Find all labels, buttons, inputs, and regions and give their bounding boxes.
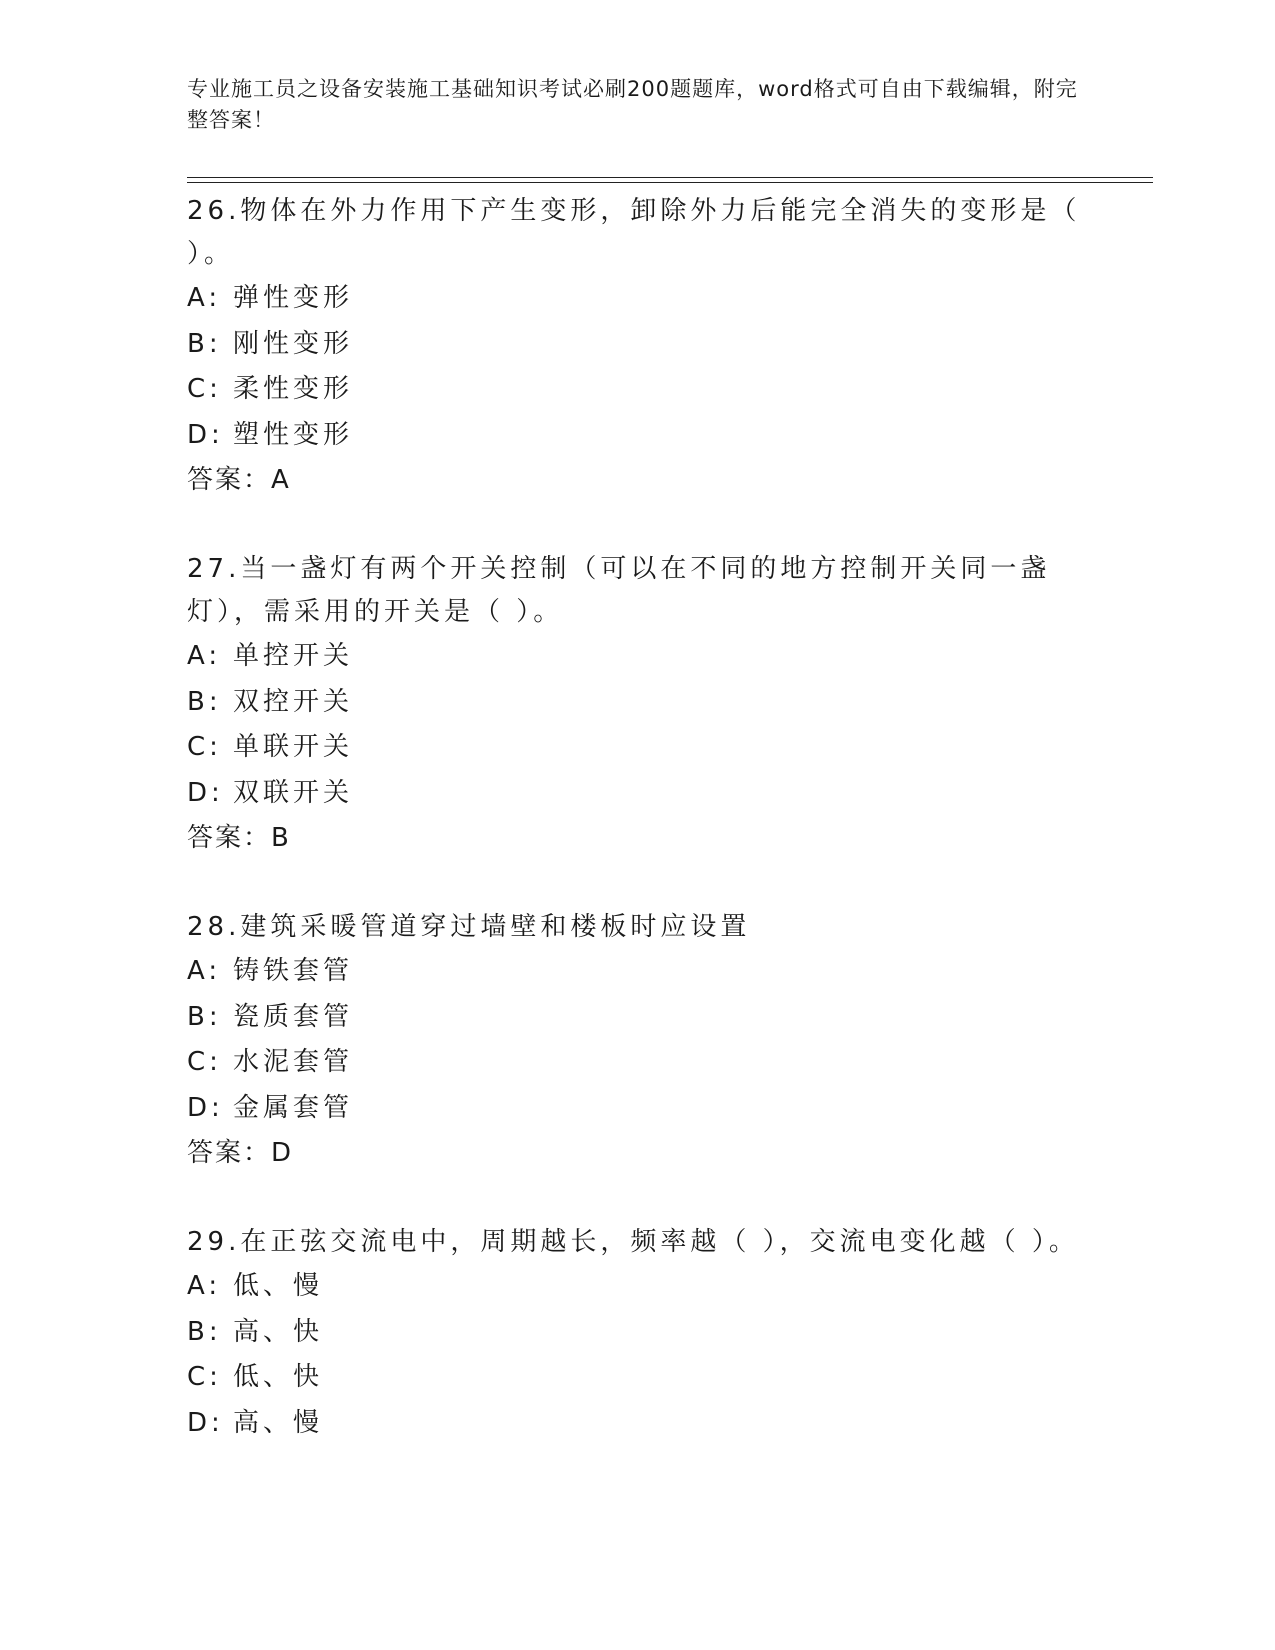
option-text: 高、慢 bbox=[233, 1407, 324, 1438]
option-text: 金属套管 bbox=[233, 1092, 354, 1123]
option-key: A: bbox=[187, 956, 222, 986]
option-a bbox=[187, 1264, 1087, 1310]
option-text: 低、快 bbox=[233, 1362, 324, 1392]
option-a bbox=[187, 634, 1087, 680]
question-stem: 28.建筑采暖管道穿过墙壁和楼板时应设置 bbox=[187, 912, 751, 942]
question-28 bbox=[187, 906, 1087, 1176]
option-text: 瓷质套管 bbox=[233, 1001, 354, 1032]
option-c bbox=[187, 1040, 1087, 1086]
option-b bbox=[187, 1310, 1087, 1356]
option-text: 低、慢 bbox=[233, 1271, 324, 1301]
question-stem: 27.当一盏灯有两个开关控制（可以在不同的地方控制开关同一盏灯），需采用的开关是（ ）。 bbox=[187, 554, 1051, 627]
option-key: B: bbox=[187, 328, 222, 359]
option-d bbox=[187, 413, 1087, 459]
option-text: 柔性变形 bbox=[233, 374, 354, 404]
option-key: C: bbox=[187, 1047, 222, 1077]
option-key: B: bbox=[187, 686, 222, 717]
option-text: 塑性变形 bbox=[233, 419, 354, 450]
option-key: A: bbox=[187, 641, 222, 671]
option-text: 双联开关 bbox=[233, 777, 354, 808]
option-key: C: bbox=[187, 374, 222, 404]
question-stem: 26.物体在外力作用下产生变形，卸除外力后能完全消失的变形是（ ）。 bbox=[187, 196, 1081, 269]
option-text: 弹性变形 bbox=[233, 283, 354, 313]
option-a bbox=[187, 949, 1087, 995]
option-b bbox=[187, 322, 1087, 368]
option-b bbox=[187, 995, 1087, 1041]
option-key: C: bbox=[187, 732, 222, 762]
option-text: 水泥套管 bbox=[233, 1047, 354, 1077]
option-key: D: bbox=[187, 1092, 224, 1123]
option-key: A: bbox=[187, 1271, 222, 1301]
option-d bbox=[187, 1401, 1087, 1447]
question-29 bbox=[187, 1221, 1087, 1446]
option-text: 刚性变形 bbox=[233, 328, 354, 359]
option-key: D: bbox=[187, 777, 224, 808]
option-text: 铸铁套管 bbox=[233, 956, 354, 986]
option-key: A: bbox=[187, 283, 222, 313]
option-key: C: bbox=[187, 1362, 222, 1392]
question-26 bbox=[187, 190, 1087, 503]
option-d bbox=[187, 1086, 1087, 1132]
option-text: 双控开关 bbox=[233, 686, 354, 717]
answer-line: 答案：A bbox=[187, 465, 291, 495]
answer-line: 答案：D bbox=[187, 1138, 294, 1168]
option-d bbox=[187, 771, 1087, 817]
option-a bbox=[187, 276, 1087, 322]
option-key: B: bbox=[187, 1316, 222, 1347]
header-divider-top bbox=[187, 177, 1153, 178]
option-c bbox=[187, 1355, 1087, 1401]
document-header: 专业施工员之设备安装施工基础知识考试必刷200题题库，word格式可自由下载编辑，附完整答案！ bbox=[187, 77, 1078, 132]
answer-line: 答案：B bbox=[187, 823, 291, 853]
question-27 bbox=[187, 548, 1087, 861]
question-list bbox=[187, 190, 1087, 1491]
question-stem: 29.在正弦交流电中，周期越长，频率越（ ），交流电变化越（ ）。 bbox=[187, 1227, 1079, 1257]
option-text: 单联开关 bbox=[233, 732, 354, 762]
header-divider-bottom bbox=[187, 182, 1153, 183]
option-key: D: bbox=[187, 419, 224, 450]
option-c bbox=[187, 725, 1087, 771]
option-text: 单控开关 bbox=[233, 641, 354, 671]
option-key: B: bbox=[187, 1001, 222, 1032]
option-text: 高、快 bbox=[233, 1316, 324, 1347]
option-b bbox=[187, 680, 1087, 726]
option-key: D: bbox=[187, 1407, 224, 1438]
option-c bbox=[187, 367, 1087, 413]
